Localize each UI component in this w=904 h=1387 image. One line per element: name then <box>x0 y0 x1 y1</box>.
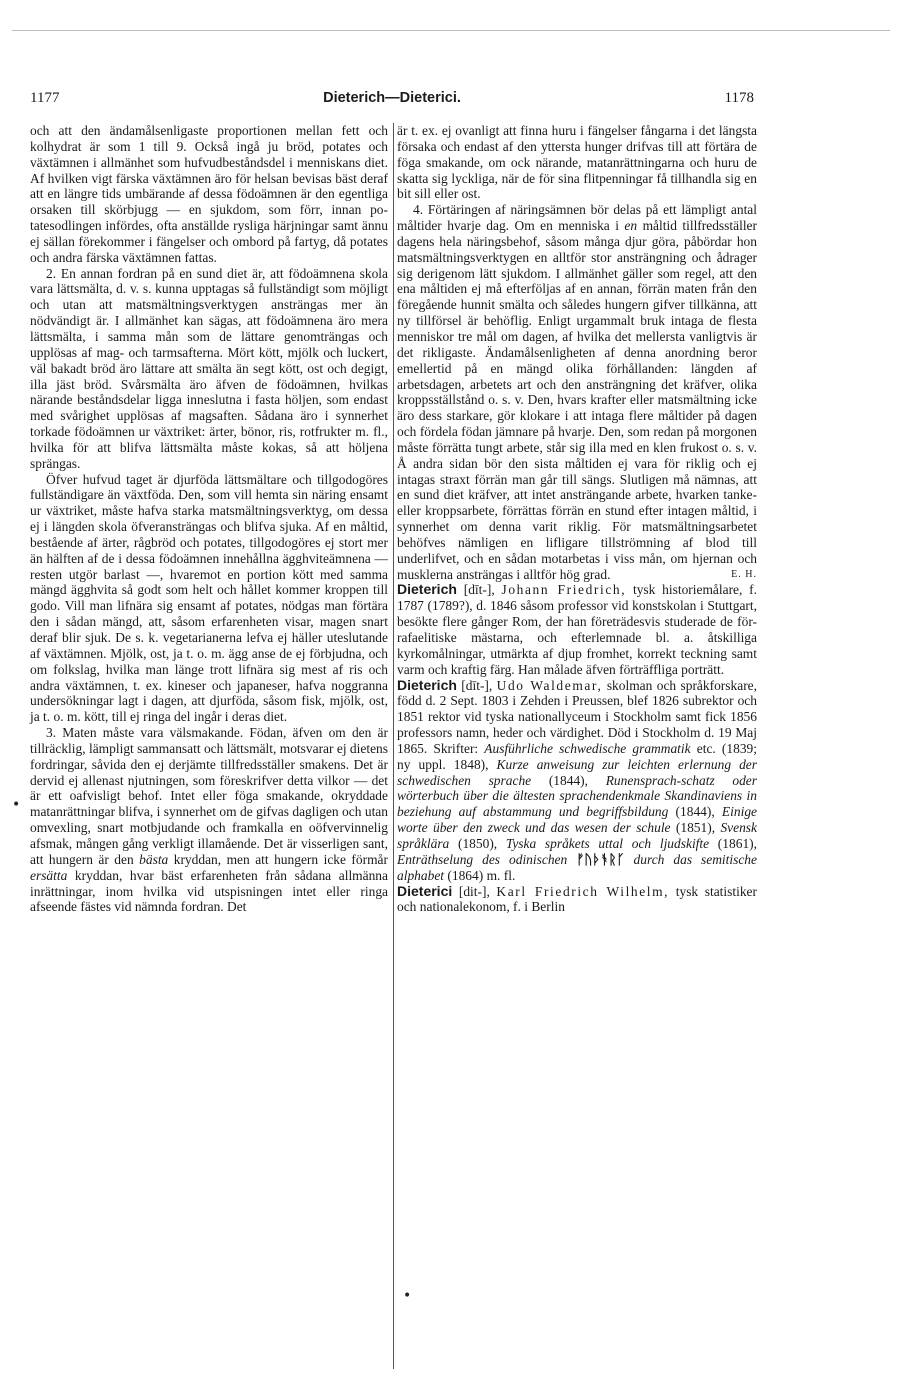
ink-mark: • <box>403 1288 412 1304</box>
top-rule <box>12 30 890 31</box>
paragraph <box>30 725 388 915</box>
page-number-left: 1177 <box>30 90 60 106</box>
text-run: kryddan, men att hungern icke förmår <box>168 851 388 867</box>
left-column <box>30 123 388 915</box>
text-run: (1864) m. fl. <box>444 867 516 883</box>
rune-glyphs: ᚠᚢᚦᚬᚱᚴ <box>576 851 625 867</box>
pronunciation: [dīt-], <box>456 582 502 598</box>
paragraph <box>397 202 757 582</box>
entry-dieterich-udo <box>397 678 757 884</box>
paragraph: Öfver hufvud taget är djurföda lättsmältare och tillgodogöres fullständigare än växtföda. Den, som vill hemta sin näring ensamt ur växtriket, måste hafva starka matsmältningsverktyg, om dessa ej i längden skola öfveransträngas och blifva sjuka. Af en måltid, bestående af ärter, rågbröd och potates, tillgodogöres ej stort mer än hälften af de i dessa födoämnen innehållna ägghviteämnena — resten utgör barlast —, hvaremot en portion kött med samma mängd ägghvita så godt som helt och hållet kommer kroppen till godo. Vill man lifnära sig ensamt af potates, nödgas man förtära den i sådan mängd, att, såsom erfarenheten visar, magen snart deraf blir sjuk. De s. k. vegetarianerna lefva ej häller uteslutande af växtämnen. Mjölk, ost, ja t. o. m. ägg anse de ej förbjudna, och om folkslag, hvilka man länge trott lifnära sig mest af ris och andra växtämnen, t. ex. kineser och japaneser, hafva noggranna undersökningar lagt i dagen, att djurföda, såsom fisk, mjölk, ost, ja t. o. m. kött, till ej ringa del ingår i deras diet. <box>30 471 388 725</box>
text-run: (1844), <box>531 772 606 788</box>
text-run: 4. Förtäringen af näringsämnen bör delas på ett lämpligt antal måltider hvarje dag. Om en menniska i <box>397 202 757 234</box>
paragraph: 2. En annan fordran på en sund diet är, att födoämnena skola vara lättsmälta, d. v. s. kunna upptagas så fullständigt som möjligt och utan att matsmältningsverktygen ansträngas mer än nödvändigt är. I allmänhet kan sägas, att födoämnena äro mera lättsmälta, i samma mån som de lättare genomträngas och upplösas af mag- och tarmsafterna. Mört kött, mjölk och luckert, väl bakadt bröd äro lättare att smälta än segt kött, ost och degigt, illa jäst bröd. Svårsmälta äro äfven de födoämnen, hvilkas närande beståndsdelar ligga inneslutna i fasta höljen, som endast med svårighet upplösas af magsaften. Sådana äro i synnerhet torkade födoämnen ur växtriket: ärter, bönor, ris, rotfrukter m. fl., hvilka för att blifva lättsmälta måste kokas, så att höljena sprängas. <box>30 265 388 471</box>
entry-headword: Dieterich <box>397 676 457 693</box>
work-title: Runensprach-schatz oder wörterbuch über die ältesten sprachendenkmale Skandinaviens in beziehung auf abstammung und begriffsbildung <box>397 772 758 820</box>
work-title: Kurze anweisung zur leichten erlernung der schwedischen sprache <box>397 756 757 788</box>
entry-headword: Dieterich <box>397 581 457 598</box>
running-head: Dieterich—Dieterici. <box>323 90 461 106</box>
pronunciation: [dit-], <box>452 883 497 899</box>
entry-body: tysk historiemålare, f. 1787 (1789?), d. 1846 såsom professor vid konstskolan i Stuttgart, besökte flere gånger Rom, der han företrädesvis studerade de för-rafaelitiske mästarna, och efterlemnade bl. a. åtskilliga kyrkomålningar, utmärkta af djup fromhet, korrekt teckning samt varm och kraftig färg. Han målade äfven förträffliga porträtt. <box>397 582 757 677</box>
text-run: (1861), <box>709 835 757 851</box>
entry-headword: Dieterici <box>397 882 453 899</box>
paragraph: är t. ex. ej ovanligt att finna huru i fängelser fångarna i det längsta försaka och endast af den yttersta hunger drifvas till att förtära de föga smakande, om ock närande, matanrättningarna och huru de skatta sig lyckliga, när de för sina flitpenningar få tillhandla sig en bit sill eller ost. <box>397 123 757 202</box>
italic-run: bästa <box>139 851 169 867</box>
entry-given-name: Johann Friedrich, <box>501 582 627 598</box>
text-run: 3. Maten måste vara välsmakande. Födan, äfven om den är tillräcklig, lämpligt sammansatt och lättsmält, motsvarar ej dietens fordringar, såvida den ej derjämte tillfredsställer smakens. Det är dervid ej allenast njutningen, som föreskrifver detta vilkor — det är ett oafvisligt behof. Intet eller föga smakande, okryddade matanrättningar blifva, i synnerhet om de gifvas dagligen och utan omvexling, snart motbjudande och framkalla en oöfvervinnelig afsmak, mången gång verkligt illamående. Det är visserligen sant, att hungern är den <box>30 725 388 867</box>
paragraph: och att den ändamålsenligaste proportionen mellan fett och kolhydrat är som 1 till 9. Också ingå ju bröd, potates och växtämnen i allmänhet som hufvudbeståndsdel i menniskans diet. Af hvilken vigt färska växtämnen äro för helsan bevisas bäst deraf att en längre tids umbärande af dessa födoämnen är den egentliga orsaken till skörbjugg — en sjukdom, som förr, innan potatesodlingen infördes, ofta anställde rysliga härjningar samt ännu ej sällan förekommer i fängelser och ombord på fartyg, då potates och andra färska växtämnen fattas. <box>30 123 388 265</box>
text-run: (1844), <box>668 804 722 820</box>
page-number-right: 1178 <box>724 90 754 106</box>
text-run: måltid tillfredsställer dagens hela näringsbehof, såsom många djur göra, påbördar hon matsmältningsverktygen en alltför stor ansträngning och ådrager sig derigenom lätt sjukdom. I allmänhet gäller som regel, att den ena måltiden ej må efterföljas af en annan, förrän maten från den föregående hunnit smälta och således hungern gifver tillkänna, att ny tillförsel är behöflig. Enligt urgammalt bruk intaga de flesta menniskor tre mål om dagen, af hvilka det mellersta vanligtvis är det rikligaste. Ändamålsenligheten af denna anordning beror emellertid på en mängd olika förhållanden: längden af arbetsdagen, arbetets art och den ansträngning det kräfver, olika kroppsställstånd o. s. v. Den, hvars krafter eller matsmältning icke äro dess starkare, gör klokare i att intaga flere måltider på dagen och fördela födan jämnare på hvarje. Den, som redan på morgonen måste förrätta tungt arbete, står sig illa med en klen frukost o. s. v. Å andra sidan bör den sista måltiden ej vara för riklig och ej intagas straxt förrän man går till sängs. Slutligen må nämnas, att en sund diet kräfver, att intet ansträngande arbete, hvarken tanke- eller kroppsarbete, förrättas förrän en stund efter intagen måltid, i synnerhet om denna varit riklig. För matsmältningsarbetet behöfves nämligen en lifligare tillströmning af blod till underlifvet, och en sådan motarbetas i viss mån, om hjernan och musklerna ansträngas i alltför hög grad. <box>397 218 757 582</box>
text-run: (1850), <box>449 835 506 851</box>
italic-run: en <box>624 218 638 234</box>
ink-mark: • <box>12 797 21 813</box>
entry-dieterich-johann <box>397 582 757 677</box>
text-run: (1851), <box>670 820 721 836</box>
work-title: Svensk språklära <box>397 820 757 851</box>
work-title: Einige worte über den zweck und das wesen der schule <box>397 804 757 836</box>
text-run: kryddan, hvar bäst erfarenheten från sådana allmänna inrättningar, inom hvilka vid utspisningen intet eller ringa afseende fästes vid nämnda fordran. Det <box>30 867 388 915</box>
work-title: Ausführliche schwedische grammatik <box>484 740 691 756</box>
entry-body: skolman och språkforskare, född d. 2 Sept. 1803 i Zehden i Preussen, blef 1826 subrektor och 1851 rektor vid tyska nationallyceum i Stockholm samt fick 1856 professors namn, heder och värdighet. Död i Stockholm d. 19 Maj 1865. Skrifter: <box>397 677 757 756</box>
work-title: durch das semitische alphabet <box>397 851 757 883</box>
italic-run: ersätta <box>30 867 68 883</box>
page-header <box>30 90 754 114</box>
work-title: Enträthselung des odinischen <box>397 851 577 867</box>
column-divider <box>393 123 394 1369</box>
text-run: etc. (1839; ny uppl. 1848), <box>397 740 757 772</box>
entry-given-name: Karl Friedrich Wilhelm, <box>496 883 670 899</box>
work-title: Tyska språkets uttal och ljudskifte <box>505 835 710 851</box>
author-signature: E. H. <box>731 568 757 580</box>
entry-given-name: Udo Waldemar, <box>496 677 603 693</box>
entry-dieterici-karl <box>397 884 757 916</box>
right-column <box>397 123 757 915</box>
entry-body: tysk statistiker och nationalekonom, f. i Berlin <box>397 883 757 915</box>
pronunciation: [dīt-], <box>456 677 497 693</box>
